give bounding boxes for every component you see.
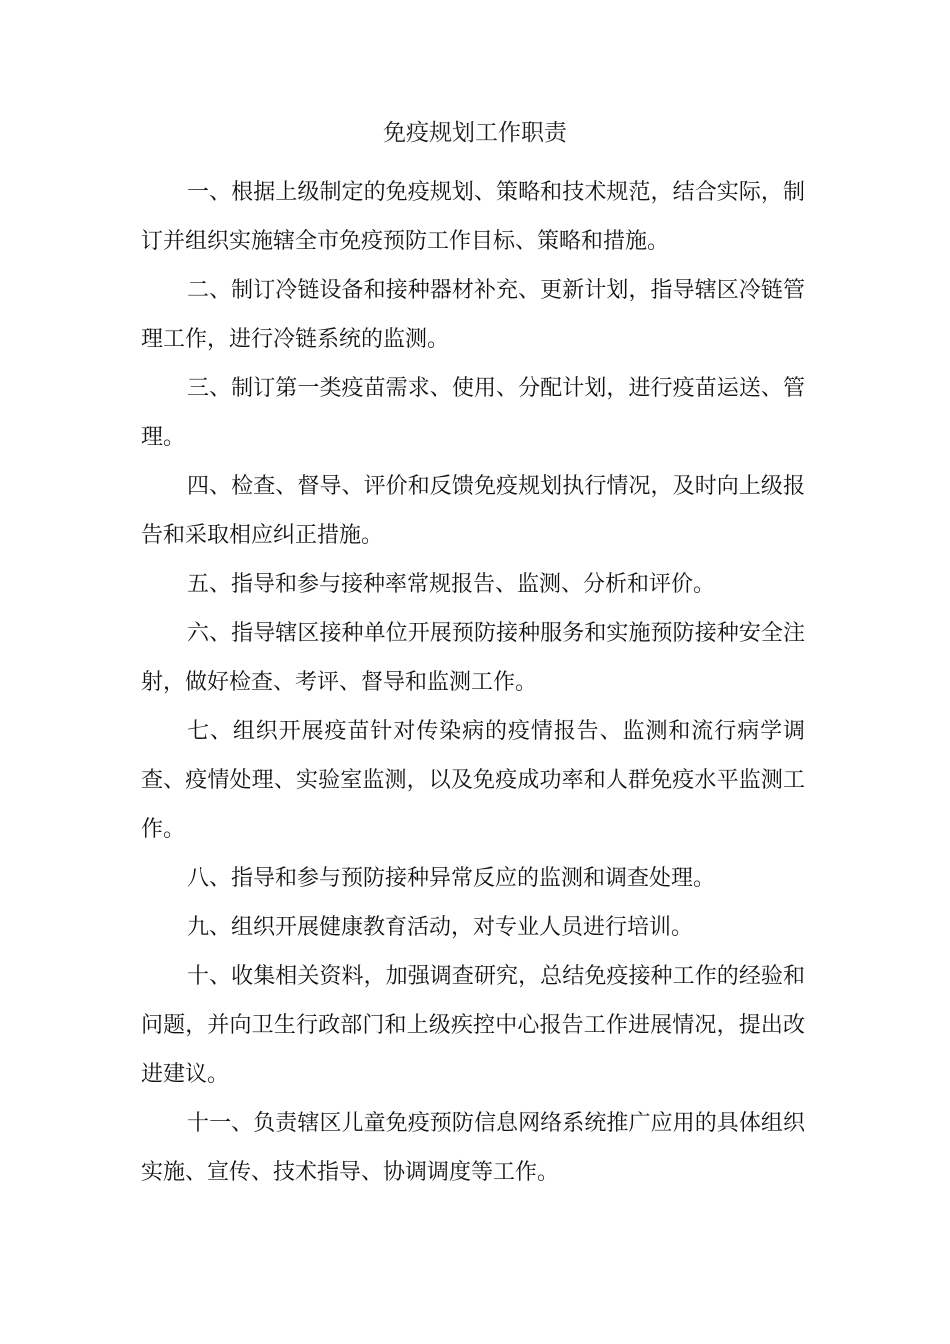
clause-1: 一、根据上级制定的免疫规划、策略和技术规范，结合实际，制订并组织实施辖全市免疫预防工作目标、策略和措施。 xyxy=(141,180,805,254)
document-title: 免疫规划工作职责 xyxy=(383,120,567,146)
clause-5: 五、指导和参与接种率常规报告、监测、分析和评价。 xyxy=(187,572,716,597)
clause-4: 四、检查、督导、评价和反馈免疫规划执行情况，及时向上级报告和采取相应纠正措施。 xyxy=(141,474,805,548)
clause-9: 九、组织开展健康教育活动，对专业人员进行培训。 xyxy=(187,915,694,940)
clause-2: 二、制订冷链设备和接种器材补充、更新计划，指导辖区冷链管理工作，进行冷链系统的监测。 xyxy=(141,278,805,352)
clause-10: 十、收集相关资料，加强调查研究，总结免疫接种工作的经验和问题，并向卫生行政部门和上级疾控中心报告工作进展情况，提出改进建议。 xyxy=(141,964,805,1087)
document-body xyxy=(141,168,805,1197)
clause-6: 六、指导辖区接种单位开展预防接种服务和实施预防接种安全注射，做好检查、考评、督导和监测工作。 xyxy=(141,621,805,695)
clause-7: 七、组织开展疫苗针对传染病的疫情报告、监测和流行病学调查、疫情处理、实验室监测，以及免疫成功率和人群免疫水平监测工作。 xyxy=(141,719,805,842)
clause-3: 三、制订第一类疫苗需求、使用、分配计划，进行疫苗运送、管理。 xyxy=(141,376,805,450)
clause-11: 十一、负责辖区儿童免疫预防信息网络系统推广应用的具体组织实施、宣传、技术指导、协调调度等工作。 xyxy=(141,1111,805,1185)
clause-8: 八、指导和参与预防接种异常反应的监测和调查处理。 xyxy=(187,866,716,891)
